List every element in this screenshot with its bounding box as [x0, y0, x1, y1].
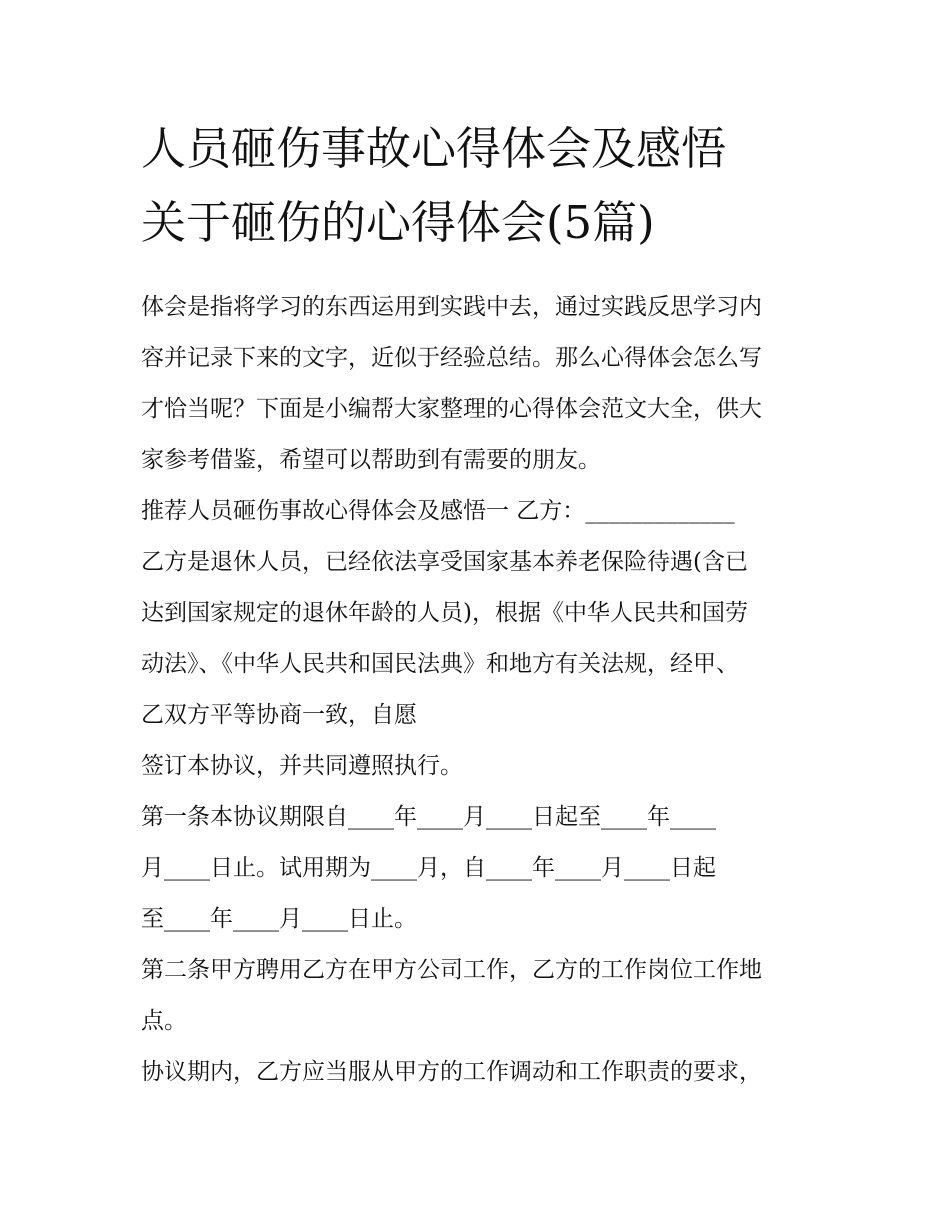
text-line: 至____年____月____日止。 [141, 906, 417, 932]
title-line-1: 人员砸伤事故心得体会及感悟 [141, 122, 727, 175]
recommend-heading [141, 486, 821, 537]
title-line-2: 关于砸伤的心得体会(5篇) [141, 196, 655, 249]
text-line: 动法》、《中华人民共和国民法典》和地方有关法规，经甲、 [141, 651, 739, 677]
text-line: 签订本协议，并共同遵照执行。 [141, 753, 463, 779]
text-line: 乙方是退休人员，已经依法享受国家基本养老保险待遇(含已 [141, 549, 748, 575]
text-line: 达到国家规定的退休年龄的人员)，根据《中华人民共和国劳 [141, 600, 748, 626]
article-one-paragraph [141, 792, 821, 945]
text-line: 乙双方平等协商一致，自愿 [141, 702, 417, 728]
text-line: 第一条本协议期限自____年____月____日起至____年____ [141, 804, 716, 830]
party-b-paragraph [141, 537, 821, 741]
agreement-term-paragraph [141, 1047, 821, 1098]
sign-paragraph [141, 741, 821, 792]
text-line: 体会是指将学习的东西运用到实践中去，通过实践反思学习内 [141, 294, 762, 320]
text-line: 点。 [141, 1008, 187, 1034]
text-line: 协议期内，乙方应当服从甲方的工作调动和工作职责的要求， [141, 1059, 762, 1085]
text-line: 才恰当呢？下面是小编帮大家整理的心得体会范文大全，供大 [141, 396, 762, 422]
text-line: 推荐人员砸伤事故心得体会及感悟一 乙方：_____________ [141, 498, 735, 524]
intro-paragraph [141, 282, 821, 486]
document-title [141, 112, 821, 260]
text-line: 第二条甲方聘用乙方在甲方公司工作，乙方的工作岗位工作地 [141, 957, 762, 983]
document-page [141, 112, 821, 1098]
text-line: 月____日止。试用期为____月，自____年____月____日起 [141, 855, 716, 881]
text-line: 容并记录下来的文字，近似于经验总结。那么心得体会怎么写 [141, 345, 762, 371]
article-two-paragraph [141, 945, 821, 1047]
text-line: 家参考借鉴，希望可以帮助到有需要的朋友。 [141, 447, 601, 473]
